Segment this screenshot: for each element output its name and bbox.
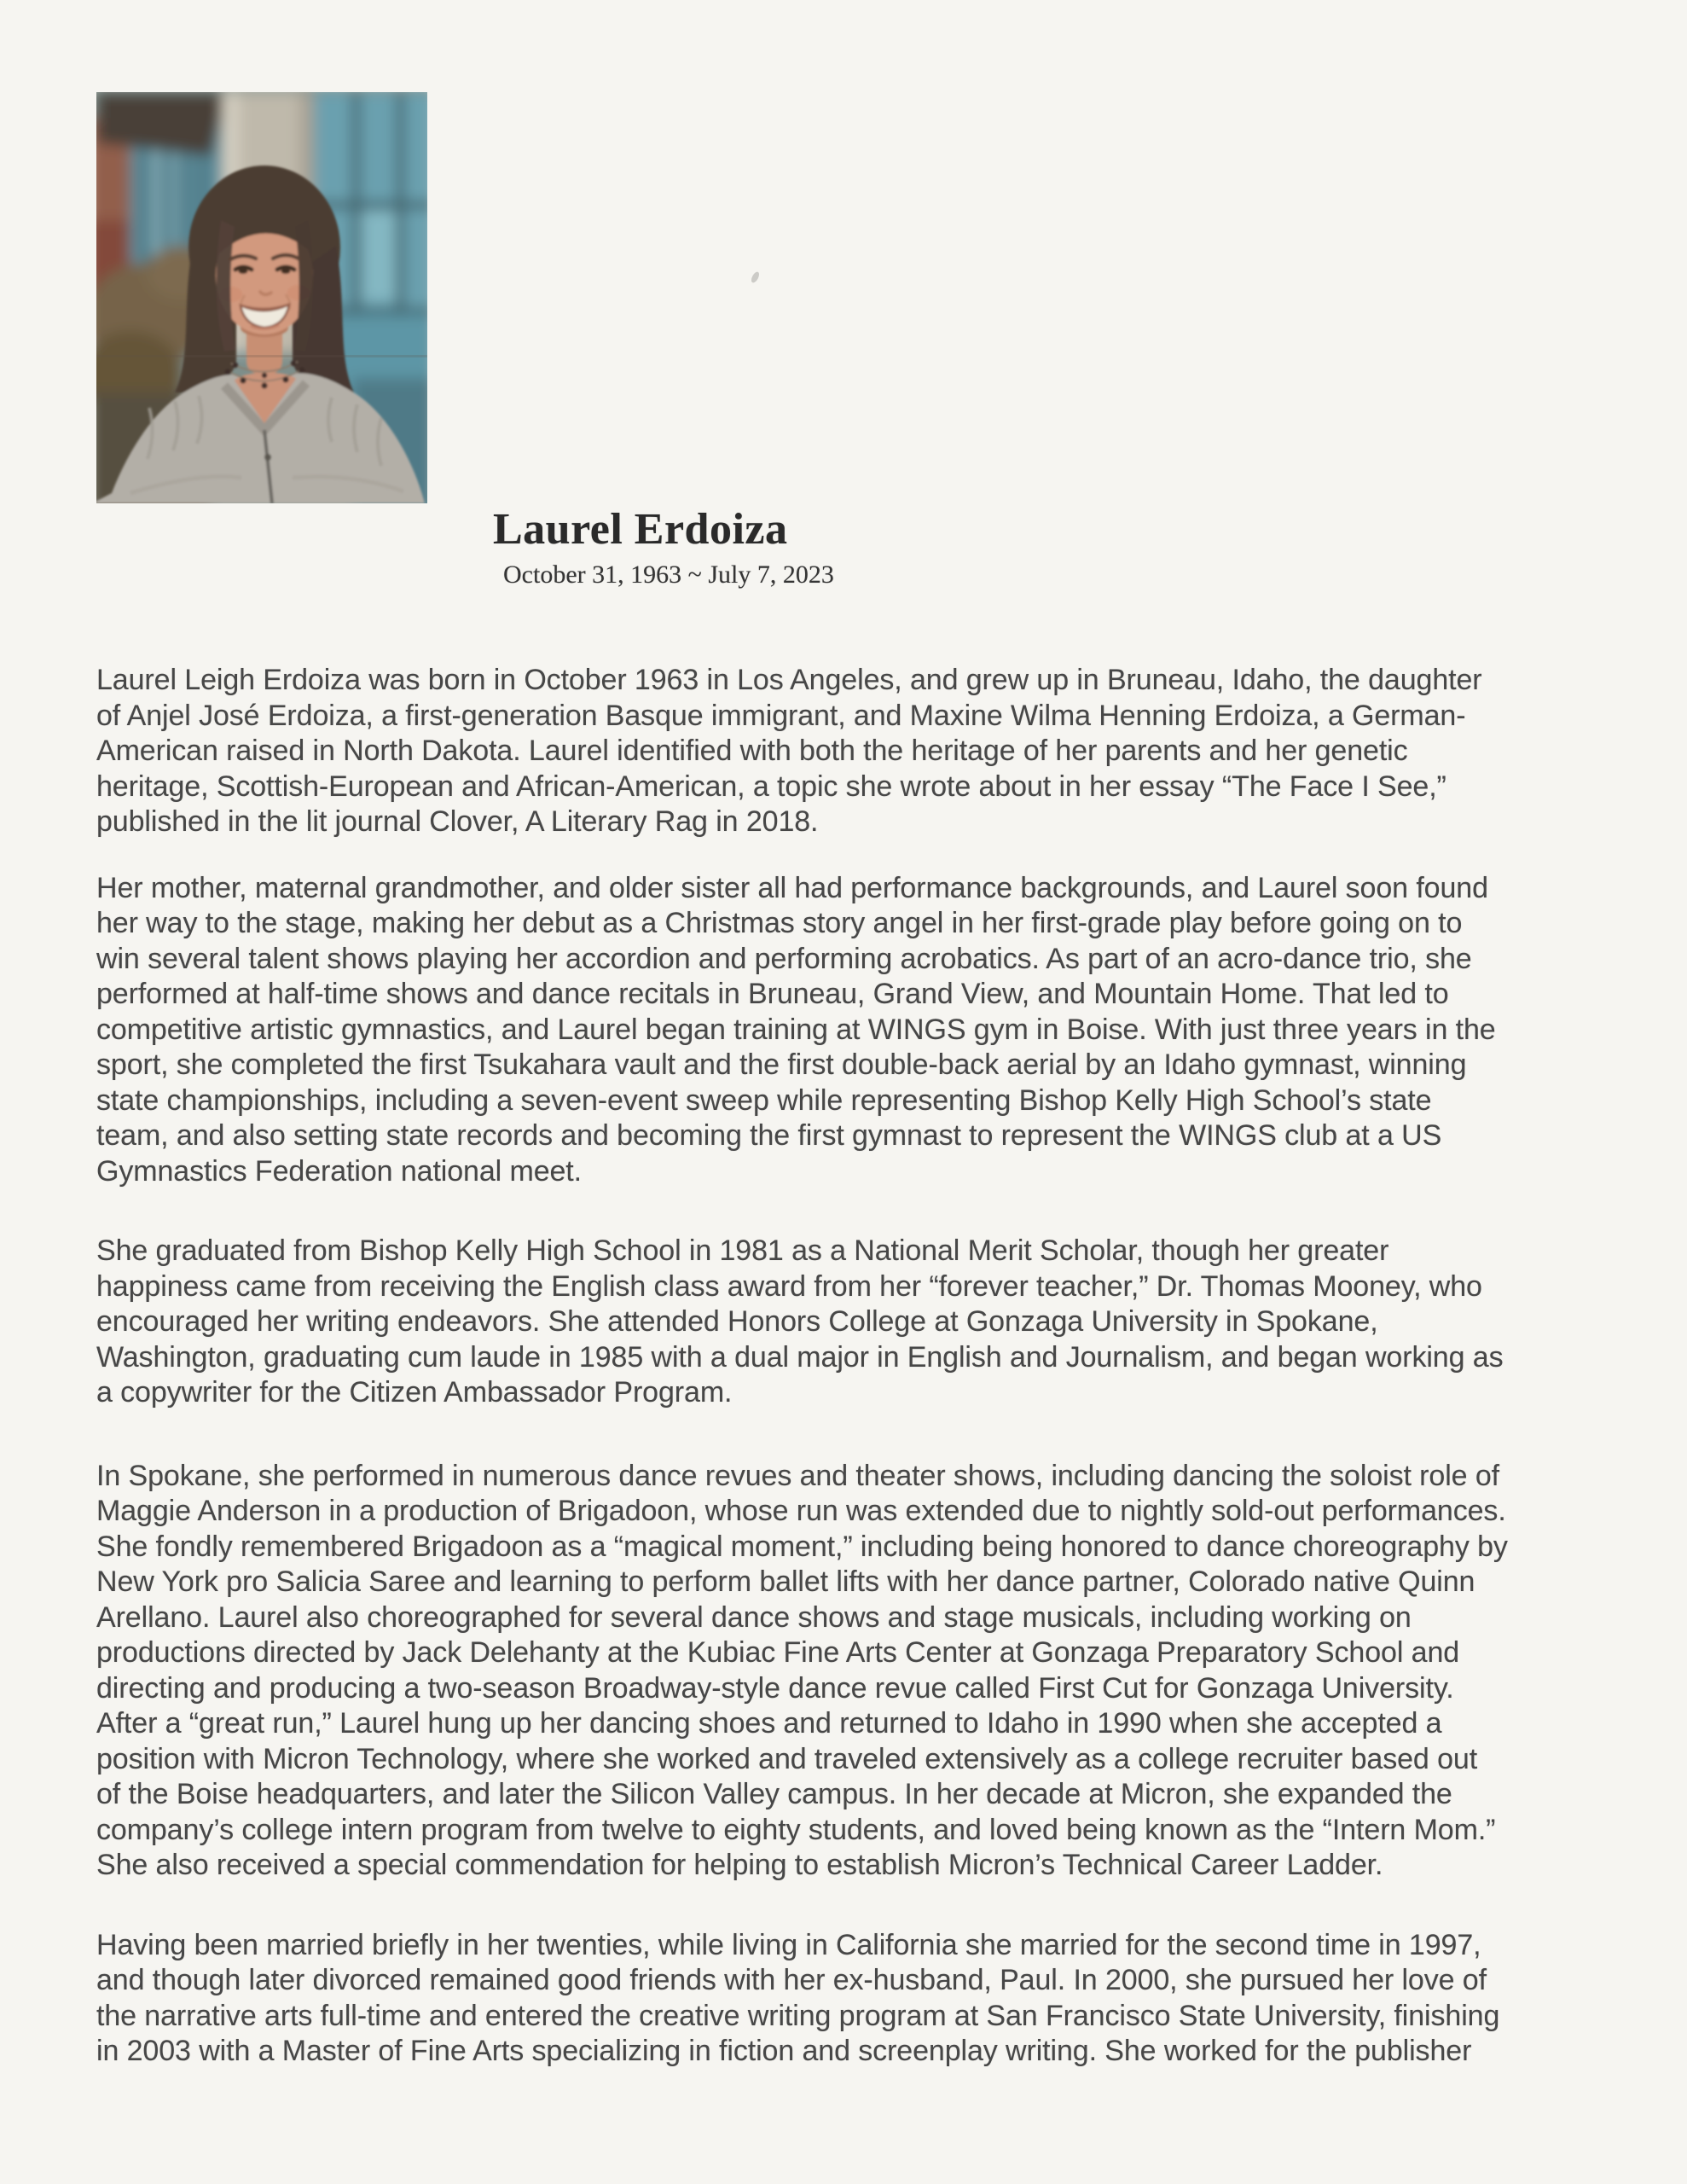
text-line: American raised in North Dakota. Laurel identified with both the heritage of her parents and her genetic [96, 735, 1408, 767]
face-shape [216, 206, 313, 351]
text-line: her way to the stage, making her debut as a Christmas story angel in her first-grade play before going on to [96, 907, 1463, 939]
text-line: In Spokane, she performed in numerous dance revues and theater shows, including dancing the soloist role of [96, 1459, 1499, 1492]
paragraph [96, 871, 1632, 1190]
text-line: Gymnastics Federation national meet. [96, 1154, 583, 1188]
text-line: heritage, Scottish-European and African-American, a topic she wrote about in her essay “The Face I See,” [96, 770, 1446, 803]
text-line: She graduated from Bishop Kelly High School in 1981 as a National Merit Scholar, though her greater [96, 1234, 1389, 1267]
text-line: state championships, including a seven-event sweep while representing Bishop Kelly High School’s state [96, 1083, 1432, 1117]
scan-speck [750, 270, 761, 284]
text-line: competitive artistic gymnastics, and Laurel began training at WINGS gym in Boise. With just three years in the [96, 1013, 1496, 1046]
text-line: Arellano. Laurel also choreographed for several dance shows and stage musicals, including working on [96, 1600, 1412, 1634]
paragraph [96, 663, 1632, 840]
text-line: published in the lit journal Clover, A Literary Rag in 2018. [96, 805, 819, 838]
paragraph [96, 1234, 1632, 1411]
portrait-photo [96, 92, 427, 503]
obituary-text [96, 663, 1632, 2070]
life-dates: October 31, 1963 ~ July 7, 2023 [503, 561, 834, 589]
text-line: company’s college intern program from twelve to eighty students, and loved being known as the “Intern Mom.” [96, 1813, 1496, 1846]
text-line: New York pro Salicia Saree and learning to perform ballet lifts with her dance partner, Colorado native Quinn [96, 1565, 1475, 1598]
page-title: Laurel Erdoiza [493, 505, 788, 554]
text-line: position with Micron Technology, where she worked and traveled extensively as a college recruiter based out [96, 1742, 1478, 1775]
text-line: Laurel Leigh Erdoiza was born in October 1963 in Los Angeles, and grew up in Bruneau, Idaho, the daughter [96, 664, 1482, 696]
text-line: a copywriter for the Citizen Ambassador Program. [96, 1376, 733, 1409]
text-line: Having been married briefly in her twenties, while living in California she married for the second time in 1997, [96, 1928, 1481, 1961]
scan-crease-line [96, 355, 427, 357]
text-line: Her mother, maternal grandmother, and older sister all had performance backgrounds, and Laurel soon found [96, 871, 1488, 904]
text-line: She fondly remembered Brigadoon as a “magical moment,” including being honored to dance choreography by [96, 1530, 1508, 1563]
text-line: She also received a special commendation for helping to establish Micron’s Technical Career Ladder. [96, 1849, 1383, 1881]
paragraph [96, 1928, 1632, 2070]
text-line: in 2003 with a Master of Fine Arts specializing in fiction and screenplay writing. She worked for the publisher [96, 2035, 1472, 2067]
text-line: team, and also setting state records and becoming the first gymnast to represent the WINGS club at a US [96, 1119, 1442, 1152]
header [493, 505, 834, 590]
text-line: performed at half-time shows and dance recitals in Bruneau, Grand View, and Mountain Home. That led to [96, 978, 1449, 1010]
text-line: and though later divorced remained good friends with her ex-husband, Paul. In 2000, she pursued her love of [96, 1964, 1487, 1996]
text-line: happiness came from receiving the English class award from her “forever teacher,” Dr. Thomas Mooney, who [96, 1269, 1482, 1303]
text-line: Washington, graduating cum laude in 1985 with a dual major in English and Journalism, and began working as [96, 1340, 1504, 1374]
text-line: sport, she completed the first Tsukahara vault and the first double-back aerial by an Idaho gymnast, winning [96, 1048, 1467, 1081]
text-line: of Anjel José Erdoiza, a first-generation Basque immigrant, and Maxine Wilma Henning Erdoiza, a German- [96, 699, 1466, 732]
portrait-photo-image [96, 92, 427, 503]
text-line: directing and producing a two-season Broadway-style dance revue called First Cut for Gonzaga University. [96, 1671, 1454, 1705]
text-line: productions directed by Jack Delehanty at the Kubiac Fine Arts Center at Gonzaga Preparatory School and [96, 1636, 1460, 1669]
paragraph [96, 1459, 1632, 1884]
text-line: Maggie Anderson in a production of Brigadoon, whose run was extended due to nightly sold-out performances. [96, 1495, 1506, 1527]
text-line: of the Boise headquarters, and later the Silicon Valley campus. In her decade at Micron, she expanded the [96, 1778, 1452, 1810]
text-line: After a “great run,” Laurel hung up her dancing shoes and returned to Idaho in 1990 when she accepted a [96, 1707, 1442, 1740]
text-line: win several talent shows playing her accordion and performing acrobatics. As part of an acro-dance trio, she [96, 942, 1472, 975]
text-line: the narrative arts full-time and entered the creative writing program at San Francisco State University, finishing [96, 1999, 1500, 2032]
text-line: encouraged her writing endeavors. She attended Honors College at Gonzaga University in Spokane, [96, 1305, 1378, 1338]
